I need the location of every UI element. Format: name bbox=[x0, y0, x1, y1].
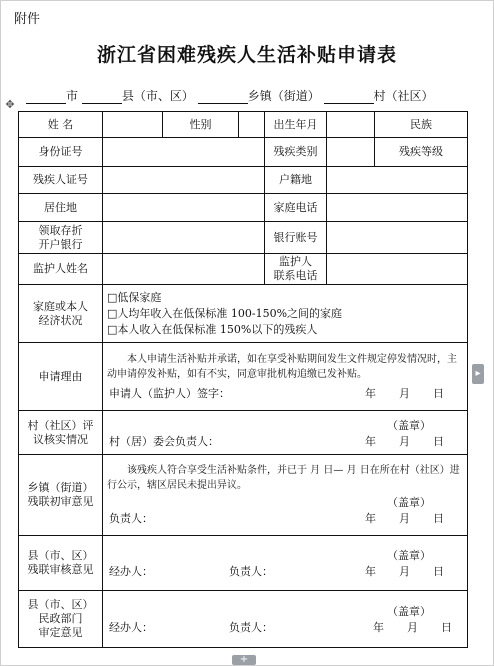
guardian-field[interactable] bbox=[103, 254, 265, 285]
home-phone-field[interactable] bbox=[327, 194, 468, 222]
village-review-label bbox=[19, 411, 103, 455]
village-review-cell[interactable] bbox=[103, 411, 468, 455]
county-review-label-line-2: 残联审核意见 bbox=[27, 563, 94, 576]
guardian-phone-field[interactable] bbox=[327, 254, 468, 285]
village-seal-line bbox=[103, 416, 467, 430]
county-responsible-label: 负责人： bbox=[229, 565, 273, 578]
town-date-month: 月 bbox=[399, 512, 410, 525]
gender-field[interactable] bbox=[239, 112, 265, 138]
county-review-label bbox=[19, 536, 103, 591]
guardian-label: 监护人姓名 bbox=[19, 254, 103, 285]
gender-label: 性别 bbox=[163, 112, 239, 138]
address-line bbox=[26, 87, 434, 104]
civil-responsible-label: 负责人： bbox=[229, 621, 273, 634]
household-field[interactable] bbox=[327, 167, 468, 194]
town-label: 乡镇（街道） bbox=[247, 89, 320, 103]
village-blank[interactable] bbox=[324, 90, 374, 104]
village-label: 村（社区） bbox=[373, 89, 434, 103]
town-review-label bbox=[19, 455, 103, 536]
civil-review-label bbox=[19, 591, 103, 648]
reason-cell bbox=[103, 343, 468, 411]
applicant-date-year: 年 bbox=[365, 386, 376, 400]
county-review-label-line-1: 县（市、区） bbox=[27, 549, 94, 562]
bank-label-line-2: 开户银行 bbox=[38, 237, 83, 251]
name-field[interactable] bbox=[103, 112, 163, 138]
bank-field[interactable] bbox=[103, 222, 265, 254]
residence-label: 居住地 bbox=[19, 194, 103, 222]
town-date-day: 日 bbox=[433, 512, 444, 525]
civil-date-day: 日 bbox=[441, 621, 452, 634]
economic-label-line-2: 经济状况 bbox=[38, 313, 83, 327]
home-phone-label: 家庭电话 bbox=[265, 194, 327, 222]
table-add-row-icon[interactable]: + bbox=[232, 655, 256, 665]
county-date-year: 年 bbox=[365, 565, 376, 578]
civil-date-month: 月 bbox=[407, 621, 418, 634]
village-date-month: 月 bbox=[399, 434, 410, 448]
county-label: 县（市、区） bbox=[121, 89, 194, 103]
applicant-date-month: 月 bbox=[399, 386, 410, 400]
form-title: 浙江省困难残疾人生活补贴申请表 bbox=[96, 44, 397, 66]
economic-option-low-income[interactable]: □低保家庭 bbox=[107, 290, 162, 304]
name-label: 姓 名 bbox=[19, 112, 103, 138]
reason-statement: 本人申请生活补贴并承诺，如在享受补贴期间发生文件规定停发情况时，主动申请停发补贴，如有不实，同意审批机构追缴已发补贴。 bbox=[107, 353, 457, 380]
household-label: 户籍地 bbox=[265, 167, 327, 194]
town-review-cell[interactable] bbox=[103, 455, 468, 536]
town-review-label-line-1: 乡镇（街道） bbox=[27, 481, 94, 494]
county-sign-row bbox=[103, 560, 467, 580]
disability-cert-label: 残疾人证号 bbox=[19, 167, 103, 194]
county-handler-label: 经办人： bbox=[109, 565, 153, 578]
attachment-label: 附件 bbox=[14, 12, 41, 27]
civil-review-label-line-1: 县（市、区） bbox=[27, 598, 94, 611]
guardian-phone-label bbox=[265, 254, 327, 285]
birth-field[interactable] bbox=[327, 112, 375, 138]
civil-review-label-line-2: 民政部门 bbox=[38, 612, 83, 625]
economic-options bbox=[103, 285, 468, 343]
county-seal-line bbox=[103, 546, 467, 560]
village-review-label-line-1: 村（社区）评 bbox=[27, 418, 94, 432]
disability-level-label: 残疾等级 bbox=[375, 138, 468, 167]
applicant-date-day: 日 bbox=[433, 386, 444, 400]
county-date-day: 日 bbox=[433, 565, 444, 578]
civil-review-label-line-3: 审定意见 bbox=[38, 626, 83, 639]
birth-label: 出生年月 bbox=[265, 112, 327, 138]
county-blank[interactable] bbox=[82, 90, 122, 104]
economic-option-below-150[interactable]: □本人收入在低保标准 150%以下的残疾人 bbox=[107, 322, 318, 336]
town-sign-row bbox=[103, 507, 467, 527]
economic-label bbox=[19, 285, 103, 343]
civil-sign-row bbox=[103, 616, 467, 636]
town-seal-line bbox=[103, 493, 467, 507]
id-field[interactable] bbox=[103, 138, 265, 167]
applicant-sign-row bbox=[103, 382, 467, 402]
disability-cert-field[interactable] bbox=[103, 167, 265, 194]
economic-label-line-1: 家庭或本人 bbox=[33, 299, 88, 313]
account-field[interactable] bbox=[327, 222, 468, 254]
civil-date-year: 年 bbox=[373, 621, 384, 634]
reason-label: 申请理由 bbox=[19, 343, 103, 411]
civil-handler-label: 经办人： bbox=[109, 621, 153, 634]
village-date-day: 日 bbox=[433, 434, 444, 448]
civil-seal: （盖章） bbox=[387, 605, 431, 618]
application-form-table bbox=[18, 111, 468, 648]
residence-field[interactable] bbox=[103, 194, 265, 222]
guardian-phone-label-line-2: 联系电话 bbox=[273, 269, 318, 282]
guardian-phone-label-line-1: 监护人 bbox=[279, 255, 312, 268]
town-seal: （盖章） bbox=[387, 496, 431, 509]
county-seal: （盖章） bbox=[387, 549, 431, 562]
town-statement: 该残疾人符合享受生活补贴条件，并已于 月 日— 月 日在所在村（社区）进行公示，辖区居民未提出异议。 bbox=[107, 465, 460, 491]
town-date-year: 年 bbox=[365, 512, 376, 525]
applicant-sign-label: 申请人（监护人）签字： bbox=[109, 386, 230, 400]
city-blank[interactable] bbox=[26, 90, 66, 104]
disability-type-label: 残疾类别 bbox=[265, 138, 327, 167]
village-date-year: 年 bbox=[365, 434, 376, 448]
id-label: 身份证号 bbox=[19, 138, 103, 167]
bank-label-line-1: 领取存折 bbox=[38, 223, 83, 237]
bank-label bbox=[19, 222, 103, 254]
town-responsible-label: 负责人： bbox=[109, 512, 153, 525]
county-review-cell[interactable] bbox=[103, 536, 468, 591]
table-move-handle-icon[interactable]: ✥ bbox=[5, 98, 15, 111]
civil-review-cell[interactable] bbox=[103, 591, 468, 648]
village-sign-label: 村（居）委会负责人： bbox=[109, 434, 219, 448]
city-label: 市 bbox=[66, 89, 79, 103]
town-blank[interactable] bbox=[198, 90, 248, 104]
disability-type-field[interactable] bbox=[327, 138, 375, 167]
account-label: 银行账号 bbox=[265, 222, 327, 254]
village-review-label-line-2: 议核实情况 bbox=[33, 432, 88, 446]
ethnicity-label: 民族 bbox=[375, 112, 468, 138]
table-expand-right-icon[interactable]: ▸ bbox=[472, 364, 484, 384]
town-review-label-line-2: 残联初审意见 bbox=[27, 495, 94, 508]
economic-option-100-150[interactable]: □人均年收入在低保标准 100-150%之间的家庭 bbox=[107, 306, 343, 320]
village-seal: （盖章） bbox=[387, 418, 431, 432]
county-date-month: 月 bbox=[399, 565, 410, 578]
village-sign-row bbox=[103, 430, 467, 450]
civil-seal-line bbox=[103, 602, 467, 616]
